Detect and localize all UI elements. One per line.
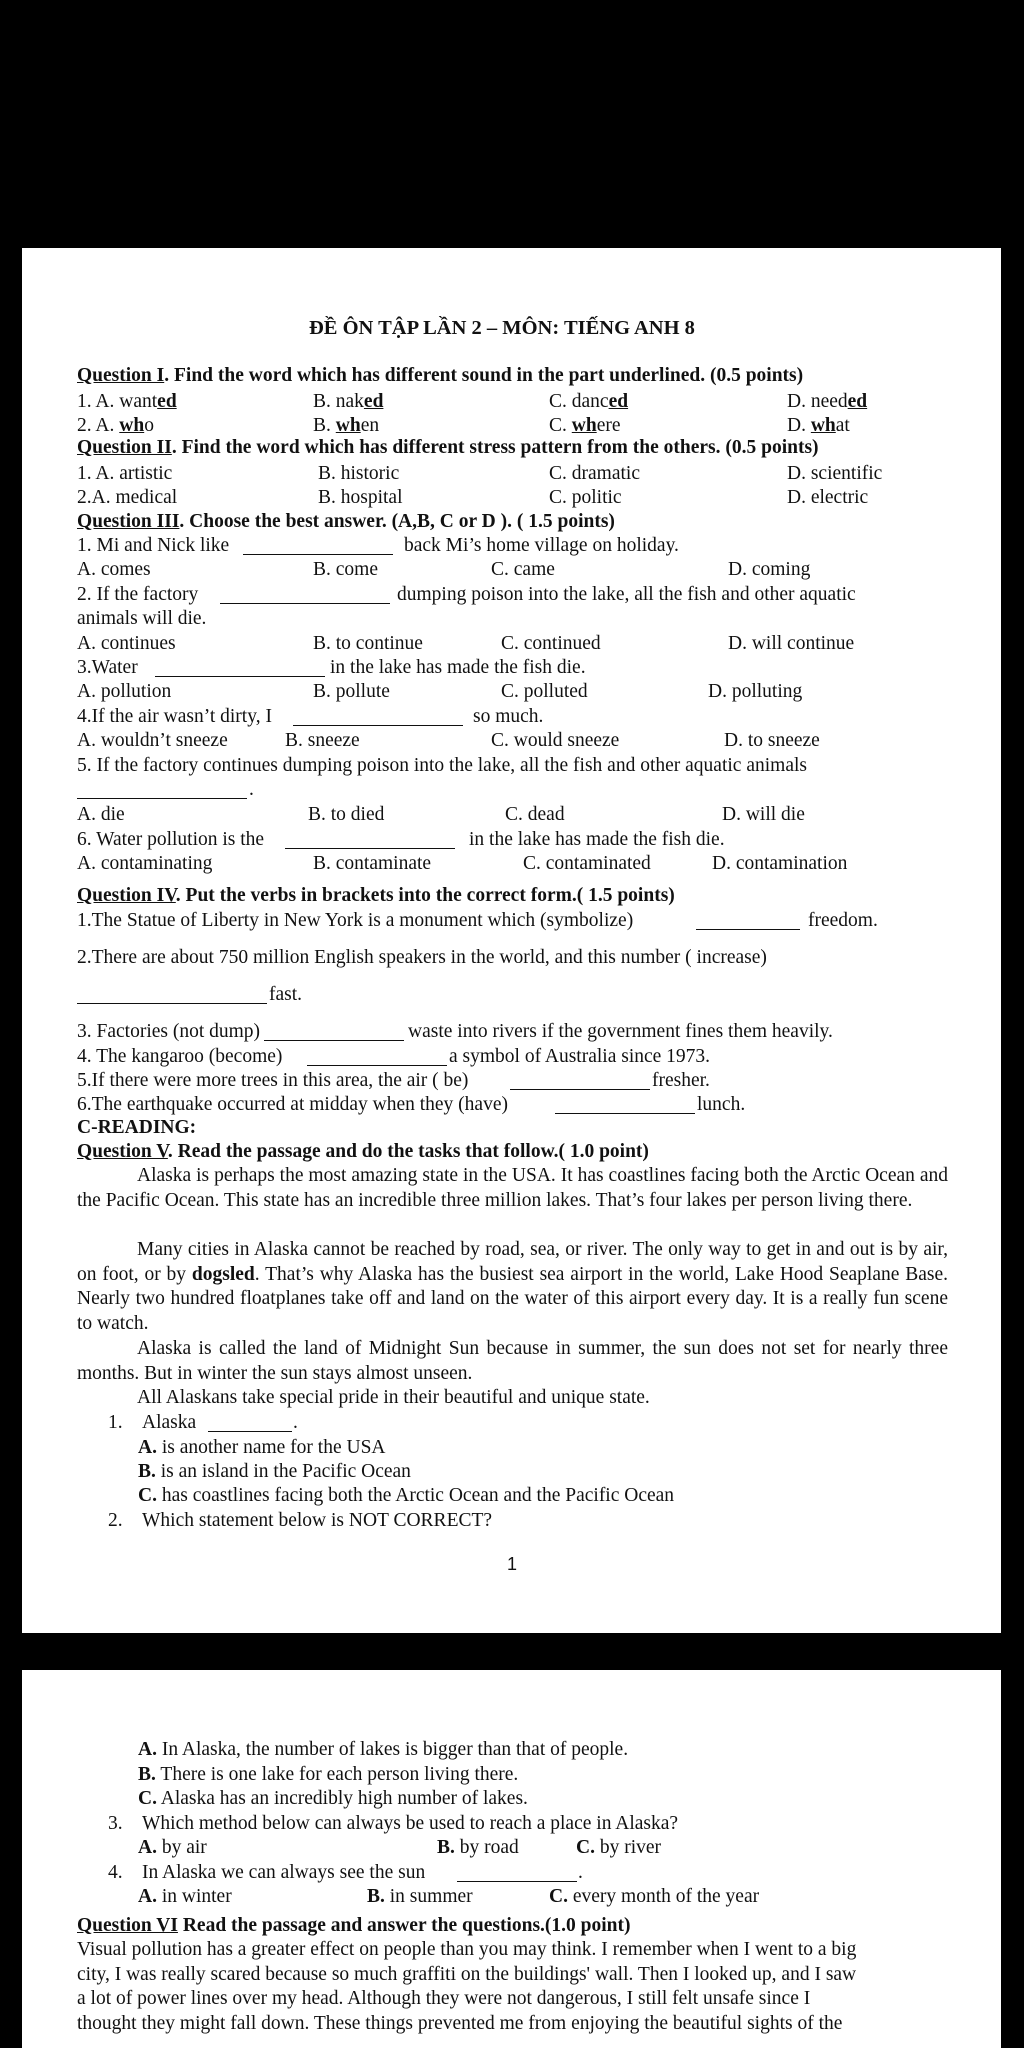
q3-option: C. came	[491, 559, 555, 580]
passage-paragraph-1: Alaska is perhaps the most amazing state in the USA. It has coastlines facing both the Arctic Ocean and the Pacific Ocean. This state has an incredible three million lakes. That’s four lakes per person living there.	[77, 1165, 948, 1211]
passage-paragraph-2-end: . That’s why Alaska has the busiest sea airport in the world, Lake Hood Seaplane Base. Nearly two hundred floatplanes take off and land on the water of this airport every day. It is a really fun scene to watch.	[77, 1263, 949, 1334]
q3-option: C. dead	[505, 804, 565, 825]
option-letter: A.	[138, 1837, 157, 1858]
option-letter: B.	[437, 1837, 455, 1858]
question-3-heading	[77, 510, 615, 534]
option-letter: C.	[576, 1837, 595, 1858]
q3-question-text-after: in the lake has made the fish die.	[330, 657, 586, 678]
q6-passage-text: a lot of power lines over my head. Although they were not dangerous, I still felt unsafe since I	[77, 1988, 811, 2009]
q2-option: B. hospital	[318, 487, 403, 508]
answer-blank[interactable]	[555, 1095, 695, 1114]
q5-task-number: 2.	[108, 1510, 123, 1531]
q1-option	[549, 390, 628, 414]
question-5-heading	[77, 1140, 649, 1164]
question-6-label: Question VI	[77, 1915, 178, 1936]
q3-period: .	[249, 779, 254, 800]
q5-task-option	[138, 1460, 411, 1484]
question-3-instruction: . Choose the best answer. (A,B, C or D ). ( 1.5 points)	[179, 511, 615, 532]
q3-option: C. would sneeze	[491, 730, 620, 751]
answer-blank[interactable]	[77, 780, 247, 799]
option-text: There is one lake for each person living there.	[155, 1764, 519, 1785]
underlined-part: ed	[847, 391, 868, 412]
q5-task-option	[576, 1836, 661, 1860]
option-text-end: o	[144, 415, 154, 436]
question-1-heading	[77, 364, 803, 388]
q5-task-option	[138, 1484, 674, 1508]
passage-paragraph-2	[77, 1238, 948, 1336]
q3-question-text-after: so much.	[473, 706, 544, 727]
q2-option: 1. A. artistic	[77, 463, 173, 484]
exam-page-1	[22, 248, 1001, 1633]
question-2-instruction: . Find the word which has different stress pattern from the others. (0.5 points)	[171, 437, 819, 458]
option-text-end: at	[835, 415, 850, 436]
answer-blank[interactable]	[510, 1071, 650, 1090]
question-5-label: Question V	[77, 1141, 168, 1162]
q3-option: B. contaminate	[313, 853, 432, 874]
q2-option: D. electric	[787, 487, 869, 508]
q3-question-text: 1. Mi and Nick like	[77, 535, 230, 556]
question-5-instruction: . Read the passage and do the tasks that follow.( 1.0 point)	[167, 1141, 649, 1162]
answer-blank[interactable]	[285, 830, 455, 849]
q4-question-text-after: freedom.	[808, 910, 878, 931]
q3-option: D. will die	[722, 804, 805, 825]
q4-question-text-after: waste into rivers if the government fines them heavily.	[408, 1021, 833, 1042]
option-text-start: 1. A. want	[77, 391, 158, 412]
q3-question-text: 4.If the air wasn’t dirty, I	[77, 706, 272, 727]
answer-blank[interactable]	[220, 585, 390, 604]
option-letter: A.	[138, 1886, 157, 1907]
q3-option: B. pollute	[313, 681, 390, 702]
q5-task-stem: Alaska	[142, 1412, 197, 1433]
question-4-instruction: . Put the verbs in brackets into the correct form.( 1.5 points)	[175, 885, 675, 906]
q3-option: A. wouldn’t sneeze	[77, 730, 228, 751]
option-text-start: D.	[787, 415, 811, 436]
option-text: is an island in the Pacific Ocean	[155, 1461, 411, 1482]
question-4-label: Question IV	[77, 885, 176, 906]
q5-task-stem: In Alaska we can always see the sun	[142, 1862, 426, 1883]
q1-option	[549, 414, 621, 438]
underlined-part: ed	[608, 391, 629, 412]
option-letter: B.	[367, 1886, 385, 1907]
option-letter: A.	[138, 1437, 157, 1458]
q6-passage-text: city, I was really scared because so much graffiti on the buildings' wall. Then I looked up, and I saw	[77, 1963, 857, 1985]
q1-option	[787, 414, 850, 438]
option-text-end: ere	[596, 415, 621, 436]
option-text: every month of the year	[567, 1886, 760, 1907]
q5-task-stem: Which statement below is NOT CORRECT?	[142, 1510, 493, 1531]
q5-task-option	[138, 1787, 528, 1811]
q2-option: D. scientific	[787, 463, 883, 484]
passage-bold-word: dogsled	[191, 1263, 255, 1285]
q5-task-period: .	[293, 1412, 298, 1433]
q3-option: C. polluted	[501, 681, 588, 702]
underlined-part: ed	[363, 391, 384, 412]
option-letter: C.	[138, 1485, 157, 1506]
option-text-start: B. nak	[313, 391, 364, 412]
answer-blank[interactable]	[457, 1863, 577, 1882]
q6-passage-text: Visual pollution has a greater effect on people than you may think. I remember when I went to a big	[77, 1939, 857, 1960]
q2-option: B. historic	[318, 463, 400, 484]
answer-blank[interactable]	[77, 985, 267, 1004]
q2-option: C. dramatic	[549, 463, 640, 484]
option-letter: B.	[138, 1764, 156, 1785]
option-letter: C.	[549, 1886, 568, 1907]
question-2-heading	[77, 436, 819, 460]
underlined-part: wh	[810, 415, 836, 436]
question-1-instruction: . Find the word which has different sound in the part underlined. (0.5 points)	[164, 365, 804, 386]
q1-option	[77, 414, 154, 438]
option-text-start: D. need	[787, 391, 848, 412]
q3-option: D. will continue	[728, 633, 855, 654]
q5-task-option	[138, 1763, 518, 1787]
q5-task-period: .	[578, 1862, 583, 1883]
option-text: in winter	[156, 1886, 232, 1907]
question-6-instruction: Read the passage and answer the questions.(1.0 point)	[177, 1915, 631, 1936]
answer-blank[interactable]	[307, 1047, 447, 1066]
answer-blank[interactable]	[243, 536, 393, 555]
q5-task-option	[138, 1436, 386, 1460]
q3-option: A. continues	[77, 633, 176, 654]
q2-option: 2.A. medical	[77, 487, 178, 508]
q3-option: B. sneeze	[285, 730, 360, 751]
option-text: has coastlines facing both the Arctic Ocean and the Pacific Ocean	[156, 1485, 675, 1506]
answer-blank[interactable]	[264, 1022, 404, 1041]
question-6-heading	[77, 1914, 631, 1938]
q3-option: D. polluting	[708, 681, 803, 702]
question-1-label: Question I	[77, 365, 165, 386]
option-text-start: C. danc	[549, 391, 609, 412]
q3-option: A. comes	[77, 559, 151, 580]
q3-option: D. coming	[728, 559, 811, 580]
option-text-end: en	[360, 415, 380, 436]
q5-task-option	[549, 1885, 759, 1909]
answer-blank[interactable]	[696, 911, 800, 930]
q3-option: A. pollution	[77, 681, 172, 702]
q3-option: B. to died	[308, 804, 385, 825]
q3-option: B. to continue	[313, 633, 423, 654]
option-text-start: C.	[549, 415, 572, 436]
q4-question-text: 3. Factories (not dump)	[77, 1021, 261, 1042]
option-text-start: B.	[313, 415, 336, 436]
option-letter: A.	[138, 1739, 157, 1760]
q5-task-option	[437, 1836, 519, 1860]
option-text: Alaska has an incredibly high number of lakes.	[156, 1788, 528, 1809]
option-text-start: 2. A.	[77, 415, 120, 436]
passage-paragraph-3: Alaska is called the land of Midnight Sun because in summer, the sun does not set for nearly three months. But in winter the sun stays almost unseen.	[77, 1338, 948, 1384]
q1-option	[313, 390, 383, 414]
question-3-label: Question III	[77, 511, 180, 532]
q4-question-text-after: fresher.	[652, 1070, 710, 1091]
q5-task-option	[138, 1738, 628, 1762]
q4-question-text-after: fast.	[269, 984, 303, 1005]
exam-title: ĐỀ ÔN TẬP LẦN 2 – MÔN: TIẾNG ANH 8	[309, 317, 695, 339]
q3-question-text: 3.Water	[77, 657, 138, 678]
q5-task-stem: Which method below can always be used to reach a place in Alaska?	[142, 1813, 679, 1834]
option-letter: C.	[138, 1788, 157, 1809]
q4-question-text-after: lunch.	[697, 1094, 746, 1115]
q3-question-continuation: animals will die.	[77, 608, 207, 629]
q3-option: B. come	[313, 559, 378, 580]
q3-option: D. contamination	[712, 853, 848, 874]
option-text: In Alaska, the number of lakes is bigger than that of people.	[156, 1739, 629, 1760]
option-text: is another name for the USA	[156, 1437, 386, 1458]
underlined-part: wh	[335, 415, 361, 436]
q4-question-text: 6.The earthquake occurred at midday when they (have)	[77, 1094, 508, 1115]
underlined-part: wh	[119, 415, 145, 436]
q3-question-text-after: back Mi’s home village on holiday.	[404, 535, 679, 556]
option-text: by road	[454, 1837, 519, 1858]
q5-task-option	[367, 1885, 473, 1909]
reading-heading: C-READING:	[77, 1117, 197, 1138]
exam-page-2	[22, 1670, 1001, 2048]
q1-option	[77, 390, 177, 414]
q2-option: C. politic	[549, 487, 622, 508]
q5-task-option	[138, 1836, 207, 1860]
q4-question-text-after: a symbol of Australia since 1973.	[449, 1046, 711, 1067]
option-text: in summer	[384, 1886, 473, 1907]
q1-option	[787, 390, 867, 414]
q3-option: A. contaminating	[77, 853, 213, 874]
q3-question-text: 5. If the factory continues dumping poison into the lake, all the fish and other aquatic animals	[77, 755, 807, 776]
q5-task-number: 1.	[108, 1412, 123, 1433]
q5-task-number: 4.	[108, 1862, 123, 1883]
passage-paragraph-4: All Alaskans take special pride in their beautiful and unique state.	[137, 1387, 650, 1408]
q3-option: C. continued	[501, 633, 601, 654]
option-text: by river	[594, 1837, 662, 1858]
q5-task-option	[138, 1885, 232, 1909]
answer-blank[interactable]	[155, 658, 325, 677]
q1-option	[313, 414, 379, 438]
answer-blank[interactable]	[208, 1413, 292, 1432]
q5-task-number: 3.	[108, 1813, 123, 1834]
q3-option: D. to sneeze	[724, 730, 820, 751]
q3-question-text-after: dumping poison into the lake, all the fish and other aquatic	[397, 584, 856, 605]
q4-question-text: 5.If there were more trees in this area, the air ( be)	[77, 1070, 469, 1091]
q6-passage-text: thought they might fall down. These things prevented me from enjoying the beautiful sights of the	[77, 2012, 843, 2034]
option-text: by air	[156, 1837, 207, 1858]
q4-question-text: 2.There are about 750 million English speakers in the world, and this number ( increase)	[77, 947, 767, 968]
underlined-part: wh	[571, 415, 597, 436]
q3-option: C. contaminated	[523, 853, 651, 874]
option-letter: B.	[138, 1461, 156, 1482]
q4-question-text: 4. The kangaroo (become)	[77, 1046, 283, 1067]
question-2-label: Question II	[77, 437, 172, 458]
passage-paragraph-2-start: Many cities in Alaska cannot be reached by road, sea, or river. The only way to get in and out is by air, on foot, or by	[77, 1239, 948, 1285]
q3-option: A. die	[77, 804, 125, 825]
underlined-part: ed	[157, 391, 177, 412]
question-4-heading	[77, 884, 675, 908]
q3-question-text: 6. Water pollution is the	[77, 829, 265, 850]
page-number: 1	[507, 1554, 518, 1574]
q3-question-text: 2. If the factory	[77, 584, 199, 605]
q3-question-text-after: in the lake has made the fish die.	[469, 829, 725, 850]
q4-question-text: 1.The Statue of Liberty in New York is a monument which (symbolize)	[77, 910, 634, 931]
answer-blank[interactable]	[293, 707, 463, 726]
